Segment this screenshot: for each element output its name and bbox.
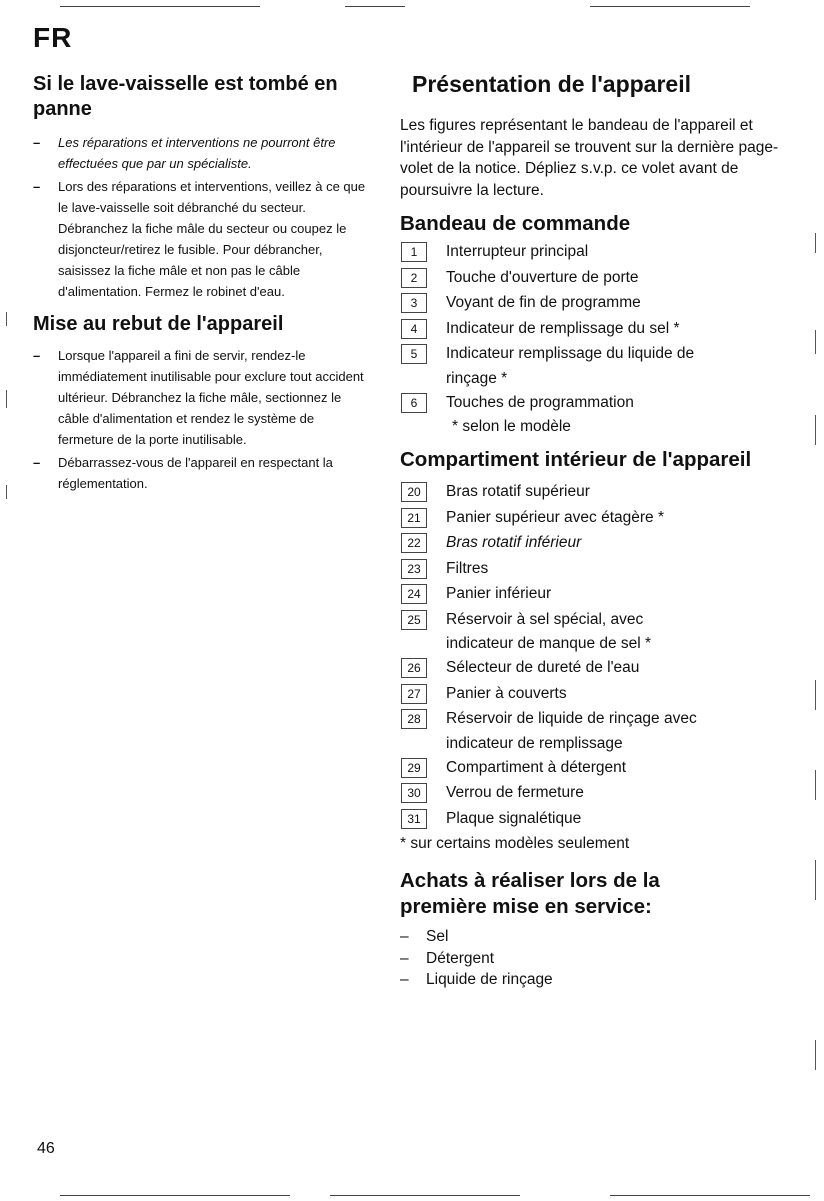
interior-item — [400, 556, 800, 582]
dash-bullet: – — [400, 928, 409, 945]
page-number: 46 — [37, 1140, 55, 1157]
section-title-control-panel: Bandeau de commande — [400, 212, 631, 235]
list-item-text: Lors des réparations et interventions, veillez à ce que le lave-vaisselle soit débranché du secteur. Débranchez la fiche mâle du secteur ou coupez le disjoncteur/retirez le fusible. Pour débrancher, saisissez la fiche mâle et non pas le câble d'alimentation. Fermez le robinet d'eau. — [58, 179, 366, 299]
interior-item — [400, 655, 800, 681]
interior-item — [400, 505, 800, 531]
item-label: Verrou de fermeture — [446, 784, 584, 801]
language-code: FR — [33, 22, 73, 53]
purchase-item — [400, 926, 800, 948]
item-number-box: 26 — [401, 658, 427, 678]
control-panel-list — [400, 239, 800, 415]
interior-item — [400, 755, 800, 781]
edge-mark — [6, 390, 7, 408]
item-label: Plaque signalétique — [446, 809, 582, 827]
item-label: Indicateur de remplissage du sel * — [446, 319, 680, 337]
purchase-item — [400, 969, 800, 991]
control-panel-item — [400, 290, 800, 316]
item-number-box: 3 — [401, 293, 427, 313]
purchase-label: Liquide de rinçage — [426, 971, 553, 988]
item-label: Compartiment à détergent — [446, 758, 627, 776]
dash-bullet: – — [400, 971, 409, 988]
item-label: Touche d'ouverture de porte — [446, 268, 639, 286]
interior-item — [400, 607, 800, 656]
edge-mark — [815, 1040, 816, 1070]
left-column — [33, 72, 373, 494]
item-number-box: 4 — [401, 319, 427, 339]
control-panel-item — [400, 316, 800, 342]
item-label: Bras rotatif inférieur — [446, 534, 582, 551]
item-number-box: 28 — [401, 709, 427, 729]
item-label: Indicateur remplissage du liquide de — [446, 345, 695, 362]
dash-bullet: – — [33, 455, 41, 470]
edge-mark — [815, 860, 816, 900]
list-item — [33, 176, 373, 302]
list-item-text: Débarrassez-vous de l'appareil en respectant la réglementation. — [58, 455, 333, 491]
interior-item — [400, 706, 800, 755]
list-item-text: Lorsque l'appareil a fini de servir, rendez-le immédiatement inutilisable pour exclure tout accident ultérieur. Débranchez la fiche mâle, sectionnez le câble d'alimentation et rendez le système de fermeture de la porte inutilisable. — [58, 348, 364, 447]
dash-bullet: – — [33, 179, 41, 194]
interior-item — [400, 581, 800, 607]
intro-paragraph: Les figures représentant le bandeau de l'appareil et l'intérieur de l'appareil se trouvent sur la dernière page-volet de la notice. Dépliez s.v.p. ce volet avant de poursuivre la lecture. — [400, 117, 779, 199]
interior-list — [400, 479, 800, 831]
list-item-text: Les réparations et interventions ne pourront être effectuées que par un spécialiste. — [58, 135, 336, 171]
item-label: Panier à couverts — [446, 684, 567, 702]
control-panel-item — [400, 239, 800, 265]
item-number-box: 29 — [401, 758, 427, 778]
edge-mark — [815, 233, 816, 253]
bottom-scan-rule — [330, 1195, 520, 1196]
dash-bullet: – — [33, 135, 41, 150]
edge-mark — [6, 485, 7, 499]
edge-mark — [815, 330, 816, 354]
breakdown-list — [33, 132, 373, 302]
list-item — [33, 452, 373, 494]
item-number-box: 25 — [401, 610, 427, 630]
item-number-box: 1 — [401, 242, 427, 262]
interior-item — [400, 806, 800, 832]
item-label: Touches de programmation — [446, 393, 634, 411]
purchase-label: Sel — [426, 928, 449, 945]
section-title-disposal: Mise au rebut de l'appareil — [33, 313, 284, 335]
interior-item — [400, 530, 800, 556]
dash-bullet: – — [33, 348, 41, 363]
item-label: Panier supérieur avec étagère * — [446, 508, 664, 526]
dash-bullet: – — [400, 949, 409, 967]
item-label: Interrupteur principal — [446, 243, 589, 260]
item-label: Réservoir à sel spécial, avec — [446, 610, 644, 628]
model-note: * selon le modèle — [452, 418, 571, 435]
bottom-scan-rule — [610, 1195, 810, 1196]
interior-item — [400, 681, 800, 707]
bottom-scan-rule — [60, 1195, 290, 1196]
item-number-box: 24 — [401, 584, 427, 604]
right-column — [400, 70, 800, 991]
item-number-box: 5 — [401, 344, 427, 364]
top-scan-rule — [60, 6, 260, 7]
section-title-purchases: Achats à réaliser lors de la première mise en service: — [400, 869, 660, 918]
item-label-continued: indicateur de manque de sel * — [446, 635, 652, 652]
item-label: Bras rotatif supérieur — [446, 483, 590, 500]
item-number-box: 23 — [401, 559, 427, 579]
control-panel-item — [400, 341, 800, 390]
edge-mark — [815, 680, 816, 710]
item-label-continued: rinçage * — [446, 369, 508, 387]
item-number-box: 6 — [401, 393, 427, 413]
item-label: Sélecteur de dureté de l'eau — [446, 659, 640, 676]
item-number-box: 20 — [401, 482, 427, 502]
list-item — [33, 345, 373, 450]
section-title-presentation: Présentation de l'appareil — [412, 71, 691, 97]
interior-item — [400, 780, 800, 806]
item-label: Panier inférieur — [446, 585, 552, 602]
item-number-box: 27 — [401, 684, 427, 704]
model-note: * sur certains modèles seulement — [400, 835, 630, 852]
top-scan-rule — [345, 6, 405, 7]
item-number-box: 21 — [401, 508, 427, 528]
item-label: Filtres — [446, 559, 489, 577]
section-title-breakdown: Si le lave-vaisselle est tombé en panne — [33, 73, 338, 120]
item-label-continued: indicateur de remplissage — [446, 734, 623, 752]
item-number-box: 2 — [401, 268, 427, 288]
purchases-list — [400, 926, 800, 991]
top-scan-rule — [590, 6, 750, 7]
purchase-label: Détergent — [426, 949, 495, 967]
edge-mark — [815, 770, 816, 800]
item-number-box: 30 — [401, 783, 427, 803]
item-number-box: 31 — [401, 809, 427, 829]
control-panel-item — [400, 390, 800, 416]
list-item — [33, 132, 373, 174]
disposal-list — [33, 345, 373, 494]
interior-item — [400, 479, 800, 505]
item-label: Voyant de fin de programme — [446, 294, 641, 311]
section-title-interior: Compartiment intérieur de l'appareil — [400, 448, 752, 471]
control-panel-item — [400, 265, 800, 291]
item-label: Réservoir de liquide de rinçage avec — [446, 710, 697, 727]
edge-mark — [6, 312, 7, 326]
purchase-item — [400, 948, 800, 970]
edge-mark — [815, 415, 816, 445]
item-number-box: 22 — [401, 533, 427, 553]
